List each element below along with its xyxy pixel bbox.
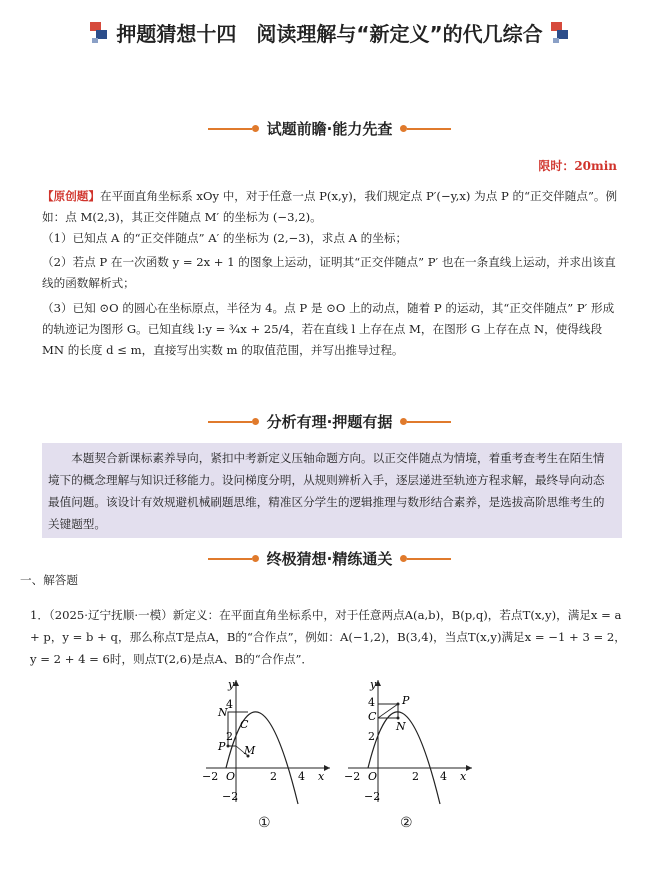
figure-2	[340, 676, 480, 808]
figure-1-caption: ①	[258, 815, 271, 831]
section-label: 分析有理·押题有据	[266, 413, 393, 431]
point-label-n: N	[396, 720, 406, 733]
y-tick: 4	[368, 696, 375, 709]
title-row	[0, 18, 659, 47]
point-label-p: P	[402, 694, 410, 707]
point-label-n: N	[218, 706, 228, 719]
section-label: 终极猜想·精练通关	[266, 550, 393, 568]
figure-2-caption: ②	[400, 815, 413, 831]
original-intro-text: 在平面直角坐标系 xOy 中，对于任意一点 P(x,y)，我们规定点 P′(−y,x) 为点 P 的“正交伴随点”。例如：点 M(2,3)，其正交伴随点 M′ 的坐标为 (−3,2)。	[42, 189, 618, 224]
point-label-m: M	[244, 744, 256, 757]
x-tick: −2	[202, 770, 219, 783]
point-label-c: C	[240, 718, 249, 731]
original-intro	[42, 186, 622, 228]
time-limit: 限时：20min	[538, 159, 617, 173]
x-tick: 4	[298, 770, 305, 783]
section-label: 试题前瞻·能力先查	[266, 120, 393, 138]
analysis-box: 本题契合新课标素养导向，紧扣中考新定义压轴命题方向。以正交伴随点为情境，着重考查考生在陌生情境下的概念理解与知识迁移能力。设问梯度分明，从规则辨析入手，逐层递进至轨迹方程求解，最终导向动态最值问题。该设计有效规避机械刷题思维，精准区分学生的逻辑推理与数形结合素养，是选拔高阶思维考生的关键题型。	[42, 443, 622, 538]
y-tick: 4	[226, 698, 233, 711]
axis-label-x: x	[318, 770, 325, 783]
question-1: （1）已知点 A 的“正交伴随点” A′ 的坐标为 (2,−3)，求点 A 的坐标；	[42, 231, 408, 245]
axis-label-x: x	[460, 770, 467, 783]
x-tick: 2	[270, 770, 277, 783]
flag-icon	[551, 22, 569, 44]
x-tick: 4	[440, 770, 447, 783]
origin-label: O	[368, 770, 378, 783]
axis-label-y: y	[228, 678, 235, 691]
problem-1: 1．（2025·辽宁抚顺·一模）新定义：在平面直角坐标系中，对于任意两点A(a,b)，B(p,q)，若点T(x,y)，满足x = a + p，y = b + q，那么称点T是点A，B的“合作点”，例如：A(−1,2)，B(3,4)，当点T(x,y)满足x = −1 + 3 = 2，y = 2 + 4 = 6时，则点T(2,6)是点A、B的“合作点”．	[30, 608, 626, 666]
section-header-practice	[0, 548, 659, 569]
flag-icon	[90, 22, 108, 44]
question-3: （3）已知 ⊙O 的圆心在坐标原点，半径为 4。点 P 是 ⊙O 上的动点，随着 P 的运动，其“正交伴随点” P′ 形成的轨迹记为图形 G。已知直线 l:y = ¾x + 25/4，若在直线 l 上存在点 M，在图形 G 上存在点 N，使得线段 MN 的长度 d ≤ m，直接写出实数 m 的取值范围，并写出推导过程。	[42, 301, 615, 357]
y-tick: 2	[226, 730, 233, 743]
y-tick: −2	[222, 790, 239, 803]
section-header-preview	[0, 118, 659, 139]
question-2: （2）若点 P 在一次函数 y = 2x + 1 的图象上运动，证明其“正交伴随点” P′ 也在一条直线上运动，并求出该直线的函数解析式；	[42, 255, 616, 290]
figure-1	[198, 676, 338, 808]
original-tag: 【原创题】	[42, 189, 100, 203]
origin-label: O	[226, 770, 236, 783]
section-header-analysis	[0, 411, 659, 432]
x-tick: 2	[412, 770, 419, 783]
subheading: 一、解答题	[20, 573, 78, 587]
x-tick: −2	[344, 770, 361, 783]
y-tick: −2	[364, 790, 381, 803]
axis-label-y: y	[370, 678, 377, 691]
y-tick: 2	[368, 730, 375, 743]
point-label-c: C	[368, 710, 377, 723]
point-label-p: P	[218, 740, 226, 753]
page-title: 押题猜想十四 阅读理解与“新定义”的代几综合	[116, 22, 543, 46]
